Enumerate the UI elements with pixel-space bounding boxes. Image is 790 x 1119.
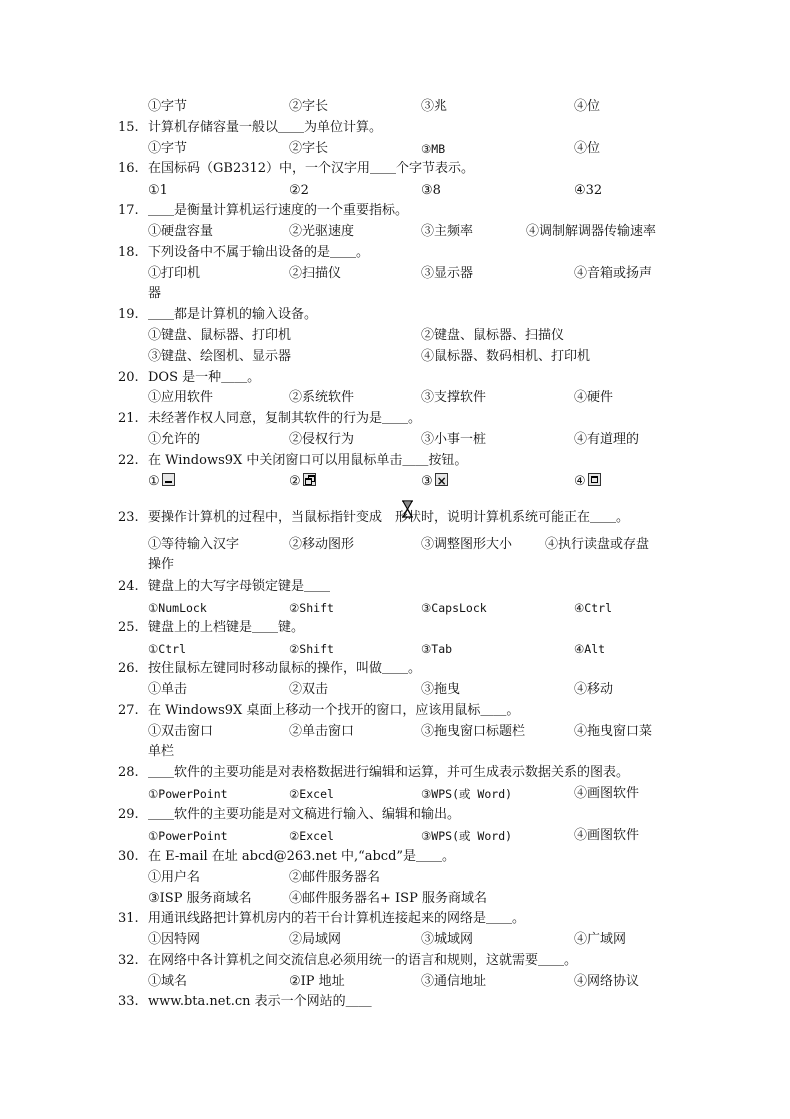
option-2: ②字长 xyxy=(289,99,329,114)
question-15 xyxy=(118,118,678,138)
option-1: ①字节 xyxy=(148,99,188,114)
question-25 xyxy=(118,618,678,638)
option-4: ④广域网 xyxy=(574,932,627,947)
option-4: ④移动 xyxy=(574,682,614,697)
option-1: ①PowerPoint xyxy=(148,829,228,843)
question-number: 22. xyxy=(118,453,139,468)
option-3: ③Tab xyxy=(421,642,453,656)
option-row xyxy=(0,222,790,242)
option-2: ②邮件服务器名 xyxy=(289,870,381,885)
option-4: ④网络协议 xyxy=(574,974,640,989)
option-2: ②系统软件 xyxy=(289,390,355,405)
option-1: ①PowerPoint xyxy=(148,787,228,801)
question-text: 键盘上的上档键是＿＿键。 xyxy=(148,620,305,635)
option-3: ③调整图形大小 xyxy=(421,537,513,552)
option-3: ③键盘、绘图机、显示器 xyxy=(148,349,292,364)
question-number: 20. xyxy=(118,370,139,385)
question-text: 在 Windows9X 中关闭窗口可以用鼠标单击＿＿按钮。 xyxy=(148,453,468,468)
question-number: 33. xyxy=(118,994,139,1009)
option-1: ①NumLock xyxy=(148,601,207,615)
question-31 xyxy=(118,909,678,929)
option-4: ④Ctrl xyxy=(574,601,613,615)
question-number: 28. xyxy=(118,765,139,780)
option-1: ①Ctrl xyxy=(148,642,187,656)
question-27 xyxy=(118,701,678,721)
option-3: ③城域网 xyxy=(421,932,474,947)
option-2: ②Shift xyxy=(289,642,334,656)
question-21 xyxy=(118,409,678,429)
question-text: ＿＿都是计算机的输入设备。 xyxy=(148,307,318,322)
option-3: ③8 xyxy=(421,183,441,198)
option-1: ①双击窗口 xyxy=(148,724,214,739)
question-text: 在国标码（GB2312）中，一个汉字用＿＿个字节表示。 xyxy=(148,161,475,176)
option-3: ③兆 xyxy=(421,99,448,114)
option-1: ①因特网 xyxy=(148,932,201,947)
question-text: 计算机存储容量一般以＿＿为单位计算。 xyxy=(148,120,383,135)
question-19 xyxy=(118,305,678,325)
question-number: 30. xyxy=(118,849,139,864)
close-icon xyxy=(435,473,448,486)
question-23 xyxy=(118,508,678,528)
question-20 xyxy=(118,368,678,388)
option-1: ①单击 xyxy=(148,682,188,697)
option-3: ③CapsLock xyxy=(421,601,487,615)
option-1: ①等待输入汉字 xyxy=(148,537,240,552)
option-2: ②单击窗口 xyxy=(289,724,355,739)
option-row xyxy=(0,868,790,888)
option-2: ②Excel xyxy=(289,829,334,843)
option-3: ③通信地址 xyxy=(421,974,487,989)
option-1 xyxy=(148,472,175,492)
question-text: 下列设备中不属于输出设备的是＿＿。 xyxy=(148,245,370,260)
option-2: ②Shift xyxy=(289,601,334,615)
option-row xyxy=(0,326,790,346)
option-3: ③拖曳 xyxy=(421,682,461,697)
option-row xyxy=(0,722,790,742)
option-4: ④画图软件 xyxy=(574,786,640,801)
option-row xyxy=(0,347,790,367)
question-30 xyxy=(118,847,678,867)
option-4: ④有道理的 xyxy=(574,432,640,447)
question-number: 32. xyxy=(118,953,139,968)
option-row xyxy=(0,181,790,201)
option-3: ③WPS(或 Word) xyxy=(421,787,513,801)
option-3 xyxy=(421,472,448,492)
option-4: ④画图软件 xyxy=(574,828,640,843)
question-text: 按住鼠标左键同时移动鼠标的操作，叫做＿＿。 xyxy=(148,661,422,676)
option-4: ④调制解调器传输速率 xyxy=(526,224,657,239)
option-4: ④鼠标器、数码相机、打印机 xyxy=(421,349,591,364)
question-24 xyxy=(118,577,678,597)
option-label: ① xyxy=(148,474,160,489)
question-26 xyxy=(118,659,678,679)
option-1: ①用户名 xyxy=(148,870,201,885)
question-number: 15. xyxy=(118,120,139,135)
option-1: ①应用软件 xyxy=(148,390,214,405)
question-22 xyxy=(118,451,678,471)
option-wrap: 操作 xyxy=(148,557,175,572)
option-3: ③ISP 服务商域名 xyxy=(148,891,252,906)
question-number: 25. xyxy=(118,620,139,635)
option-wrap: 单栏 xyxy=(148,744,175,759)
option-1: ①域名 xyxy=(148,974,188,989)
option-3: ③主频率 xyxy=(421,224,474,239)
option-row xyxy=(0,930,790,950)
question-18 xyxy=(118,243,678,263)
question-number: 24. xyxy=(118,579,139,594)
question-text: ＿＿软件的主要功能是对文稿进行输入、编辑和输出。 xyxy=(148,807,461,822)
option-1: ①允许的 xyxy=(148,432,201,447)
question-text: 键盘上的大写字母锁定键是＿＿ xyxy=(148,579,331,594)
option-3: ③WPS(或 Word) xyxy=(421,829,513,843)
option-row xyxy=(0,430,790,450)
option-2: ②光驱速度 xyxy=(289,224,355,239)
question-text: ＿＿是衡量计算机运行速度的一个重要指标。 xyxy=(148,203,409,218)
option-4: ④位 xyxy=(574,99,601,114)
option-4: ④Alt xyxy=(574,642,606,656)
option-4: ④执行读盘或存盘 xyxy=(545,537,650,552)
question-number: 29. xyxy=(118,807,139,822)
maximize-icon xyxy=(588,473,601,486)
question-number: 27. xyxy=(118,703,139,718)
question-text: DOS 是一种＿＿。 xyxy=(148,370,261,385)
question-text: 在网络中各计算机之间交流信息必须用统一的语言和规则，这就需要＿＿。 xyxy=(148,953,578,968)
option-4: ④音箱或扬声 xyxy=(574,266,653,281)
question-number: 16. xyxy=(118,161,139,176)
option-row xyxy=(0,472,790,492)
option-wrap: 器 xyxy=(148,286,162,301)
option-2: ②双击 xyxy=(289,682,329,697)
option-4: ④邮件服务器名+ ISP 服务商域名 xyxy=(289,891,487,906)
question-16 xyxy=(118,159,678,179)
question-number: 31. xyxy=(118,911,139,926)
option-3: ③显示器 xyxy=(421,266,474,281)
option-1: ①键盘、鼠标器、打印机 xyxy=(148,328,292,343)
option-2: ②侵权行为 xyxy=(289,432,355,447)
option-3: ③MB xyxy=(421,142,446,156)
question-text: 在 E-mail 在址 abcd@263.net 中,“abcd”是＿＿。 xyxy=(148,849,456,864)
option-2: ②IP 地址 xyxy=(289,974,345,989)
option-1: ①打印机 xyxy=(148,266,201,281)
question-32 xyxy=(118,951,678,971)
question-number: 26. xyxy=(118,661,139,676)
question-text: 要操作计算机的过程中，当鼠标指针变成 xyxy=(148,510,383,525)
option-1: ①硬盘容量 xyxy=(148,224,214,239)
option-row xyxy=(0,889,790,909)
option-row xyxy=(0,972,790,992)
question-number: 19. xyxy=(118,307,139,322)
option-1: ①字节 xyxy=(148,141,188,156)
option-row xyxy=(0,264,790,284)
option-3: ③拖曳窗口标题栏 xyxy=(421,724,526,739)
question-17 xyxy=(118,201,678,221)
question-number: 21. xyxy=(118,411,139,426)
question-text: ＿＿软件的主要功能是对表格数据进行编辑和运算，并可生成表示数据关系的图表。 xyxy=(148,765,630,780)
option-row xyxy=(0,639,790,659)
option-4: ④位 xyxy=(574,141,601,156)
option-row xyxy=(0,97,790,117)
option-4: ④拖曳窗口菜 xyxy=(574,724,653,739)
option-row xyxy=(0,784,790,804)
option-3: ③支撑软件 xyxy=(421,390,487,405)
question-text: www.bta.net.cn 表示一个网站的＿＿ xyxy=(148,994,372,1009)
option-row xyxy=(0,388,790,408)
option-2: ②局域网 xyxy=(289,932,342,947)
question-33 xyxy=(118,992,678,1012)
question-number: 17. xyxy=(118,203,139,218)
question-29 xyxy=(118,805,678,825)
option-row xyxy=(0,826,790,846)
question-text: 用通讯线路把计算机房内的若干台计算机连接起来的网络是＿＿。 xyxy=(148,911,526,926)
option-3: ③小事一桩 xyxy=(421,432,487,447)
option-2: ②Excel xyxy=(289,787,334,801)
option-label: ④ xyxy=(574,474,586,489)
question-text: 在 Windows9X 桌面上移动一个找开的窗口，应该用鼠标＿＿。 xyxy=(148,703,520,718)
option-label: ③ xyxy=(421,474,433,489)
option-2 xyxy=(289,472,316,492)
option-1: ①1 xyxy=(148,183,168,198)
question-text: 未经著作权人同意，复制其软件的行为是＿＿。 xyxy=(148,411,422,426)
question-number: 23. xyxy=(118,510,139,525)
option-row xyxy=(0,680,790,700)
minimize-icon xyxy=(162,473,175,486)
question-28 xyxy=(118,763,718,783)
option-4 xyxy=(574,472,601,492)
option-2: ②2 xyxy=(289,183,309,198)
option-row xyxy=(0,598,790,618)
option-2: ②移动图形 xyxy=(289,537,355,552)
option-label: ② xyxy=(289,474,301,489)
option-2: ②键盘、鼠标器、扫描仪 xyxy=(421,328,565,343)
option-2: ②字长 xyxy=(289,141,329,156)
option-4: ④32 xyxy=(574,183,603,198)
option-row xyxy=(0,139,790,159)
question-number: 18. xyxy=(118,245,139,260)
option-4: ④硬件 xyxy=(574,390,614,405)
restore-icon xyxy=(303,473,316,486)
option-2: ②扫描仪 xyxy=(289,266,342,281)
question-text-continued: 形状时，说明计算机系统可能正在＿＿。 xyxy=(395,510,630,525)
option-row xyxy=(0,535,790,555)
